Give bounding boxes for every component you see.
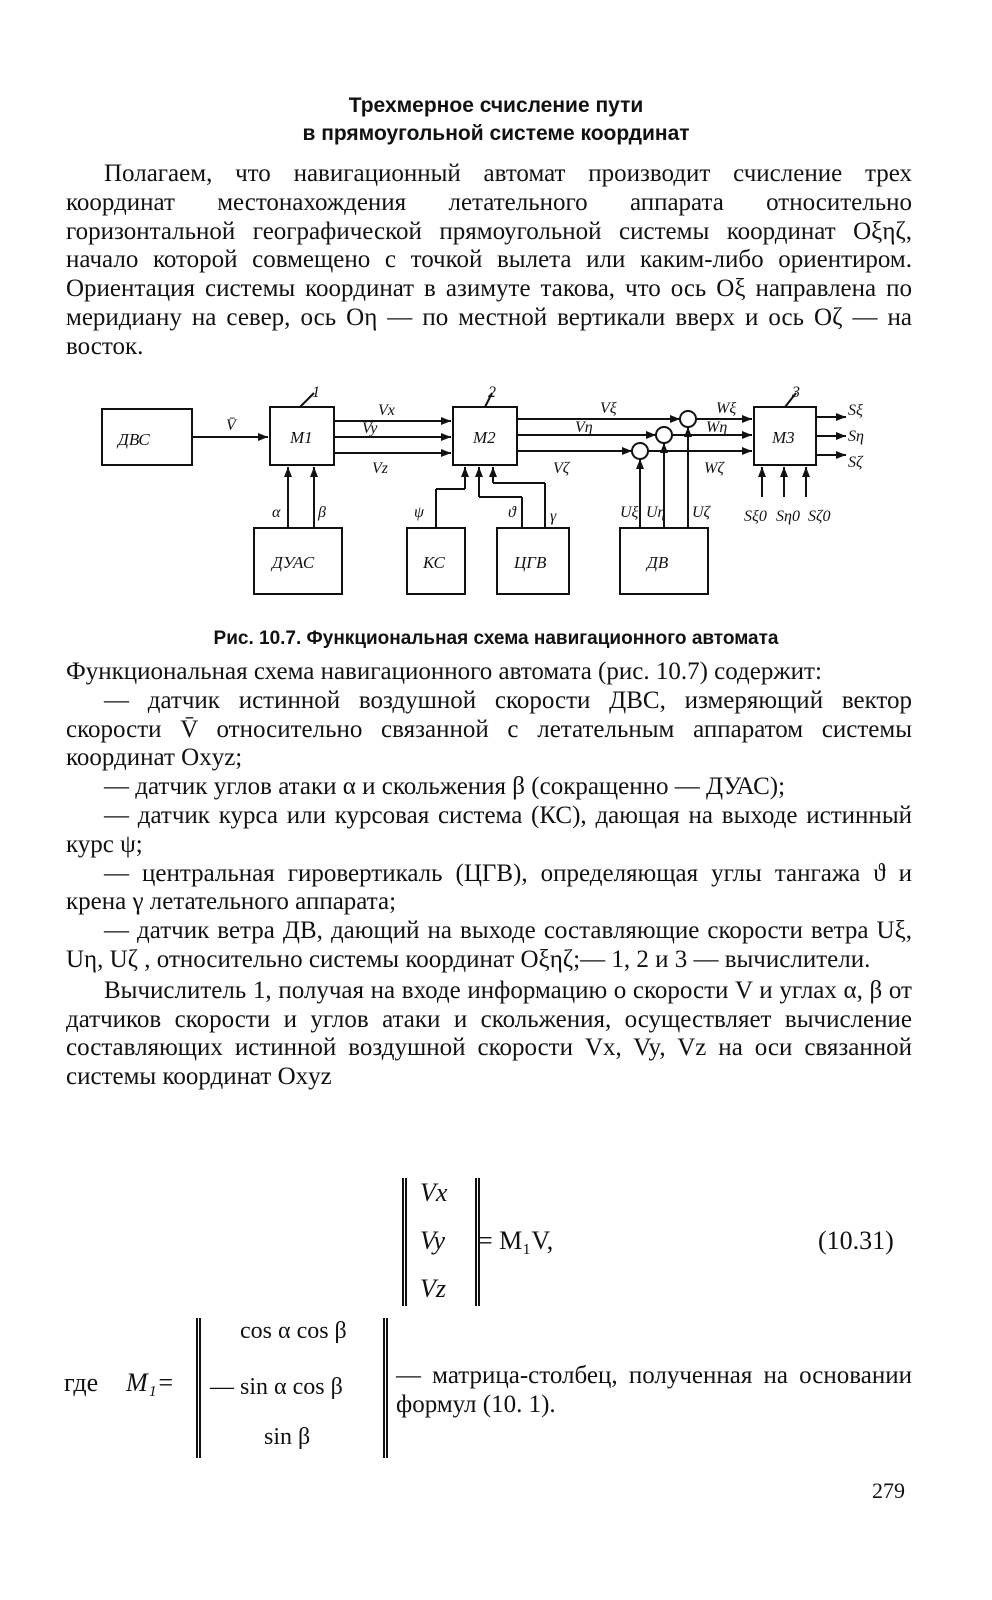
label-vxi: Vξ [600, 400, 617, 417]
label-beta: β [318, 504, 326, 521]
list-item: — центральная гировертикаль (ЦГВ), определяющая углы тангажа ϑ и крена γ летательного аппарата; [66, 859, 912, 916]
label-psi: ψ [414, 504, 424, 521]
label-n1: 1 [312, 385, 320, 401]
eq2-description: — матрица-столбец, полученная на основании формул (10. 1). [396, 1362, 912, 1418]
label-dvs: ДВС [118, 430, 150, 449]
label-uzeta: Uζ [692, 504, 711, 521]
label-vz: Vz [372, 460, 388, 477]
list-intro: Функциональная схема навигационного автомата (рис. 10.7) содержит: [66, 658, 822, 685]
label-szeta0: Sζ0 [808, 508, 831, 525]
eq1-vz: Vz [420, 1274, 446, 1303]
eq2-lead: где [64, 1368, 99, 1397]
label-gamma: γ [550, 508, 557, 525]
label-n2: 2 [488, 385, 496, 401]
label-ueta: Uη [646, 504, 666, 521]
label-seta: Sη [848, 428, 864, 445]
eq2-row1: cos α cos β [240, 1318, 347, 1344]
label-vy: Vy [362, 420, 378, 437]
list-item: — датчик ветра ДВ, дающий на выходе составляющие скорости ветра Uξ, Uη, Uζ , относительно системы координат Oξηζ;— 1, 2 и 3 — вычислители. [66, 917, 912, 973]
label-sxi: Sξ [848, 402, 863, 419]
eq2-row3: sin β [264, 1424, 311, 1450]
eq1-vy: Vy [420, 1226, 446, 1255]
eq2-lhs: M₁= [126, 1368, 175, 1397]
label-uxi: Uξ [620, 504, 639, 521]
label-m1: M1 [290, 428, 313, 447]
label-wxi: Wξ [716, 400, 737, 417]
label-vx: Vx [378, 402, 395, 419]
label-m2: M2 [473, 428, 496, 447]
label-veta: Vη [575, 419, 593, 436]
equation-m1 [0, 1314, 992, 1464]
eq2-row2: — sin α cos β [210, 1374, 343, 1400]
list-item: — датчик углов атаки α и скольжения β (сокращенно — ДУАС); [104, 773, 786, 801]
label-cgv: ЦГВ [514, 553, 547, 572]
label-weta: Wη [706, 419, 728, 436]
list-item: — датчик курса или курсовая система (КС), дающая на выходе истинный курс ψ; [66, 801, 912, 858]
list-item: — датчик истинной воздушной скорости ДВС, измеряющий вектор скорости V̄ относительно связанной с летательным аппаратом системы координат Oxyz; [66, 686, 912, 772]
label-theta: ϑ [508, 504, 516, 521]
equation-10-31 [0, 1172, 992, 1312]
eq1-vx: Vx [420, 1178, 448, 1207]
label-vzeta: Vζ [553, 460, 570, 477]
label-duas: ДУАС [272, 553, 315, 572]
eq1-number: (10.31) [818, 1226, 894, 1255]
label-wzeta: Wζ [704, 460, 724, 477]
calc-paragraph: Вычислитель 1, получая на входе информацию о скорости V и углах α, β от датчиков скорости и углов атаки и скольжения, осуществляет вычисление составляющих истинной воздушной скорости Vx, Vy, Vz на оси связанной системы координат Oxyz [66, 976, 912, 1091]
label-alpha: α [272, 504, 281, 521]
figure-caption: Рис. 10.7. Функциональная схема навигационного автомата [213, 628, 779, 649]
component-list [66, 658, 912, 1092]
label-n3: 3 [792, 385, 800, 401]
label-sxi0: Sξ0 [744, 508, 767, 525]
section-title-line2: в прямоугольной системе координат [302, 122, 690, 145]
intro-paragraph: Полагаем, что навигационный автомат производит счисление трех координат местонахождения летательного аппарата относительно горизонтальной географической прямоугольной системы координат Oξηζ, начало которой совмещено с точкой вылета или каким-либо ориентиром. Ориентация системы координат в азимуте такова, что ось Oξ направлена по меридиану на север, ось Oη — по местной вертикали вверх и ось Oζ — на восток. [66, 160, 912, 360]
page-number: 279 [872, 1478, 905, 1503]
label-dv: ДВ [647, 553, 669, 572]
section-title-line1: Трехмерное счисление пути [348, 94, 644, 117]
label-m3: M3 [772, 428, 795, 447]
functional-diagram [0, 385, 992, 615]
label-szeta: Sζ [848, 454, 863, 471]
label-ks: КС [423, 553, 445, 572]
label-v: V̄ [226, 417, 236, 434]
label-seta0: Sη0 [776, 508, 800, 525]
eq1-rhs: = M₁V, [478, 1226, 554, 1255]
